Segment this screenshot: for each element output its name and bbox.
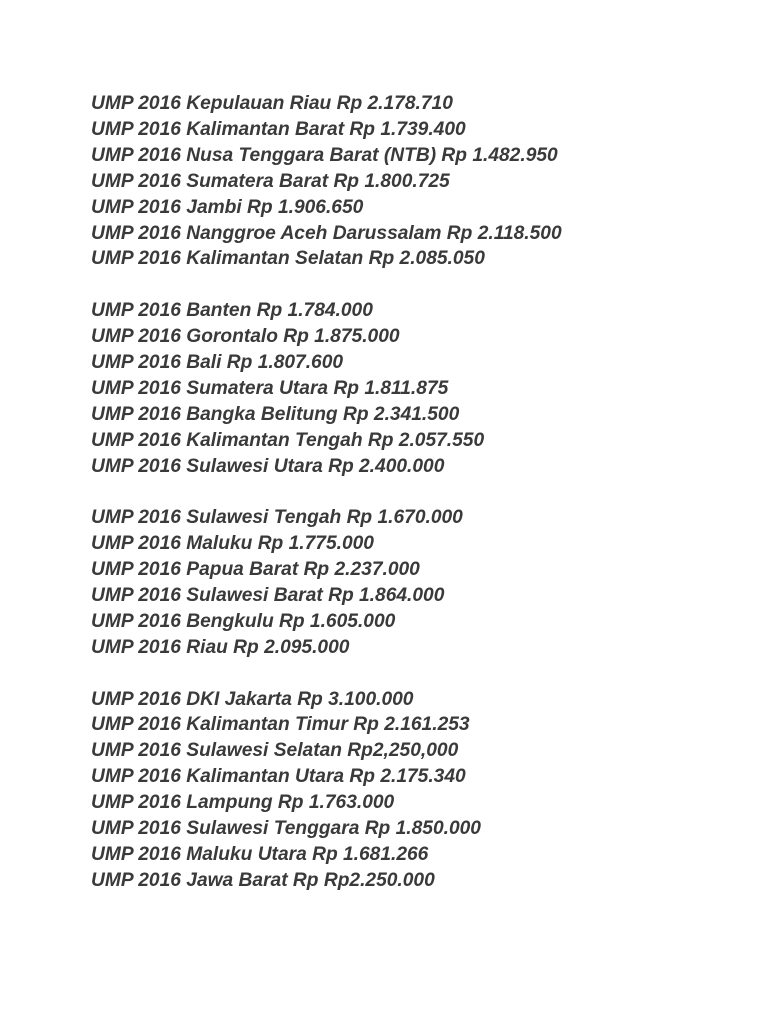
wage-line: UMP 2016 Sulawesi Tenggara Rp 1.850.000: [91, 818, 481, 840]
wage-line: UMP 2016 Kalimantan Timur Rp 2.161.253: [91, 714, 470, 736]
wage-line: UMP 2016 Lampung Rp 1.763.000: [91, 792, 395, 814]
wage-line: UMP 2016 Nusa Tenggara Barat (NTB) Rp 1.482.950: [91, 144, 558, 166]
wage-line: UMP 2016 Sulawesi Utara Rp 2.400.000: [91, 455, 445, 477]
document-page: [91, 91, 731, 894]
wage-line: UMP 2016 Sulawesi Tengah Rp 1.670.000: [91, 507, 463, 529]
wage-line: UMP 2016 Kalimantan Selatan Rp 2.085.050: [91, 248, 485, 270]
wage-line: UMP 2016 Kepulauan Riau Rp 2.178.710: [91, 93, 453, 114]
wage-line: UMP 2016 Bengkulu Rp 1.605.000: [91, 610, 396, 632]
wage-line: UMP 2016 Jambi Rp 1.906.650: [91, 196, 364, 218]
wage-line: UMP 2016 Bangka Belitung Rp 2.341.500: [91, 403, 460, 425]
wage-group-1: [91, 91, 731, 272]
wage-line: UMP 2016 Kalimantan Barat Rp 1.739.400: [91, 118, 466, 140]
wage-group-3: [91, 505, 731, 660]
wage-line: UMP 2016 Papua Barat Rp 2.237.000: [91, 559, 420, 581]
wage-line: UMP 2016 Jawa Barat Rp Rp2.250.000: [91, 869, 435, 891]
wage-line: UMP 2016 Sulawesi Barat Rp 1.864.000: [91, 585, 445, 606]
wage-line: UMP 2016 Sulawesi Selatan Rp2,250,000: [91, 740, 459, 762]
wage-line: UMP 2016 Maluku Utara Rp 1.681.266: [91, 843, 429, 865]
wage-line: UMP 2016 Sumatera Barat Rp 1.800.725: [91, 170, 450, 192]
wage-line: UMP 2016 DKI Jakarta Rp 3.100.000: [91, 688, 414, 710]
wage-group-2: [91, 298, 731, 479]
wage-line: UMP 2016 Nanggroe Aceh Darussalam Rp 2.118.500: [91, 222, 562, 244]
wage-line: UMP 2016 Kalimantan Tengah Rp 2.057.550: [91, 429, 485, 451]
wage-line: UMP 2016 Bali Rp 1.807.600: [91, 351, 344, 373]
wage-line: UMP 2016 Banten Rp 1.784.000: [91, 300, 373, 322]
wage-line: UMP 2016 Maluku Rp 1.775.000: [91, 533, 374, 555]
wage-group-4: [91, 687, 731, 894]
wage-line: UMP 2016 Gorontalo Rp 1.875.000: [91, 326, 400, 348]
wage-line: UMP 2016 Riau Rp 2.095.000: [91, 636, 350, 658]
wage-line: UMP 2016 Sumatera Utara Rp 1.811.875: [91, 377, 449, 399]
wage-line: UMP 2016 Kalimantan Utara Rp 2.175.340: [91, 766, 466, 788]
